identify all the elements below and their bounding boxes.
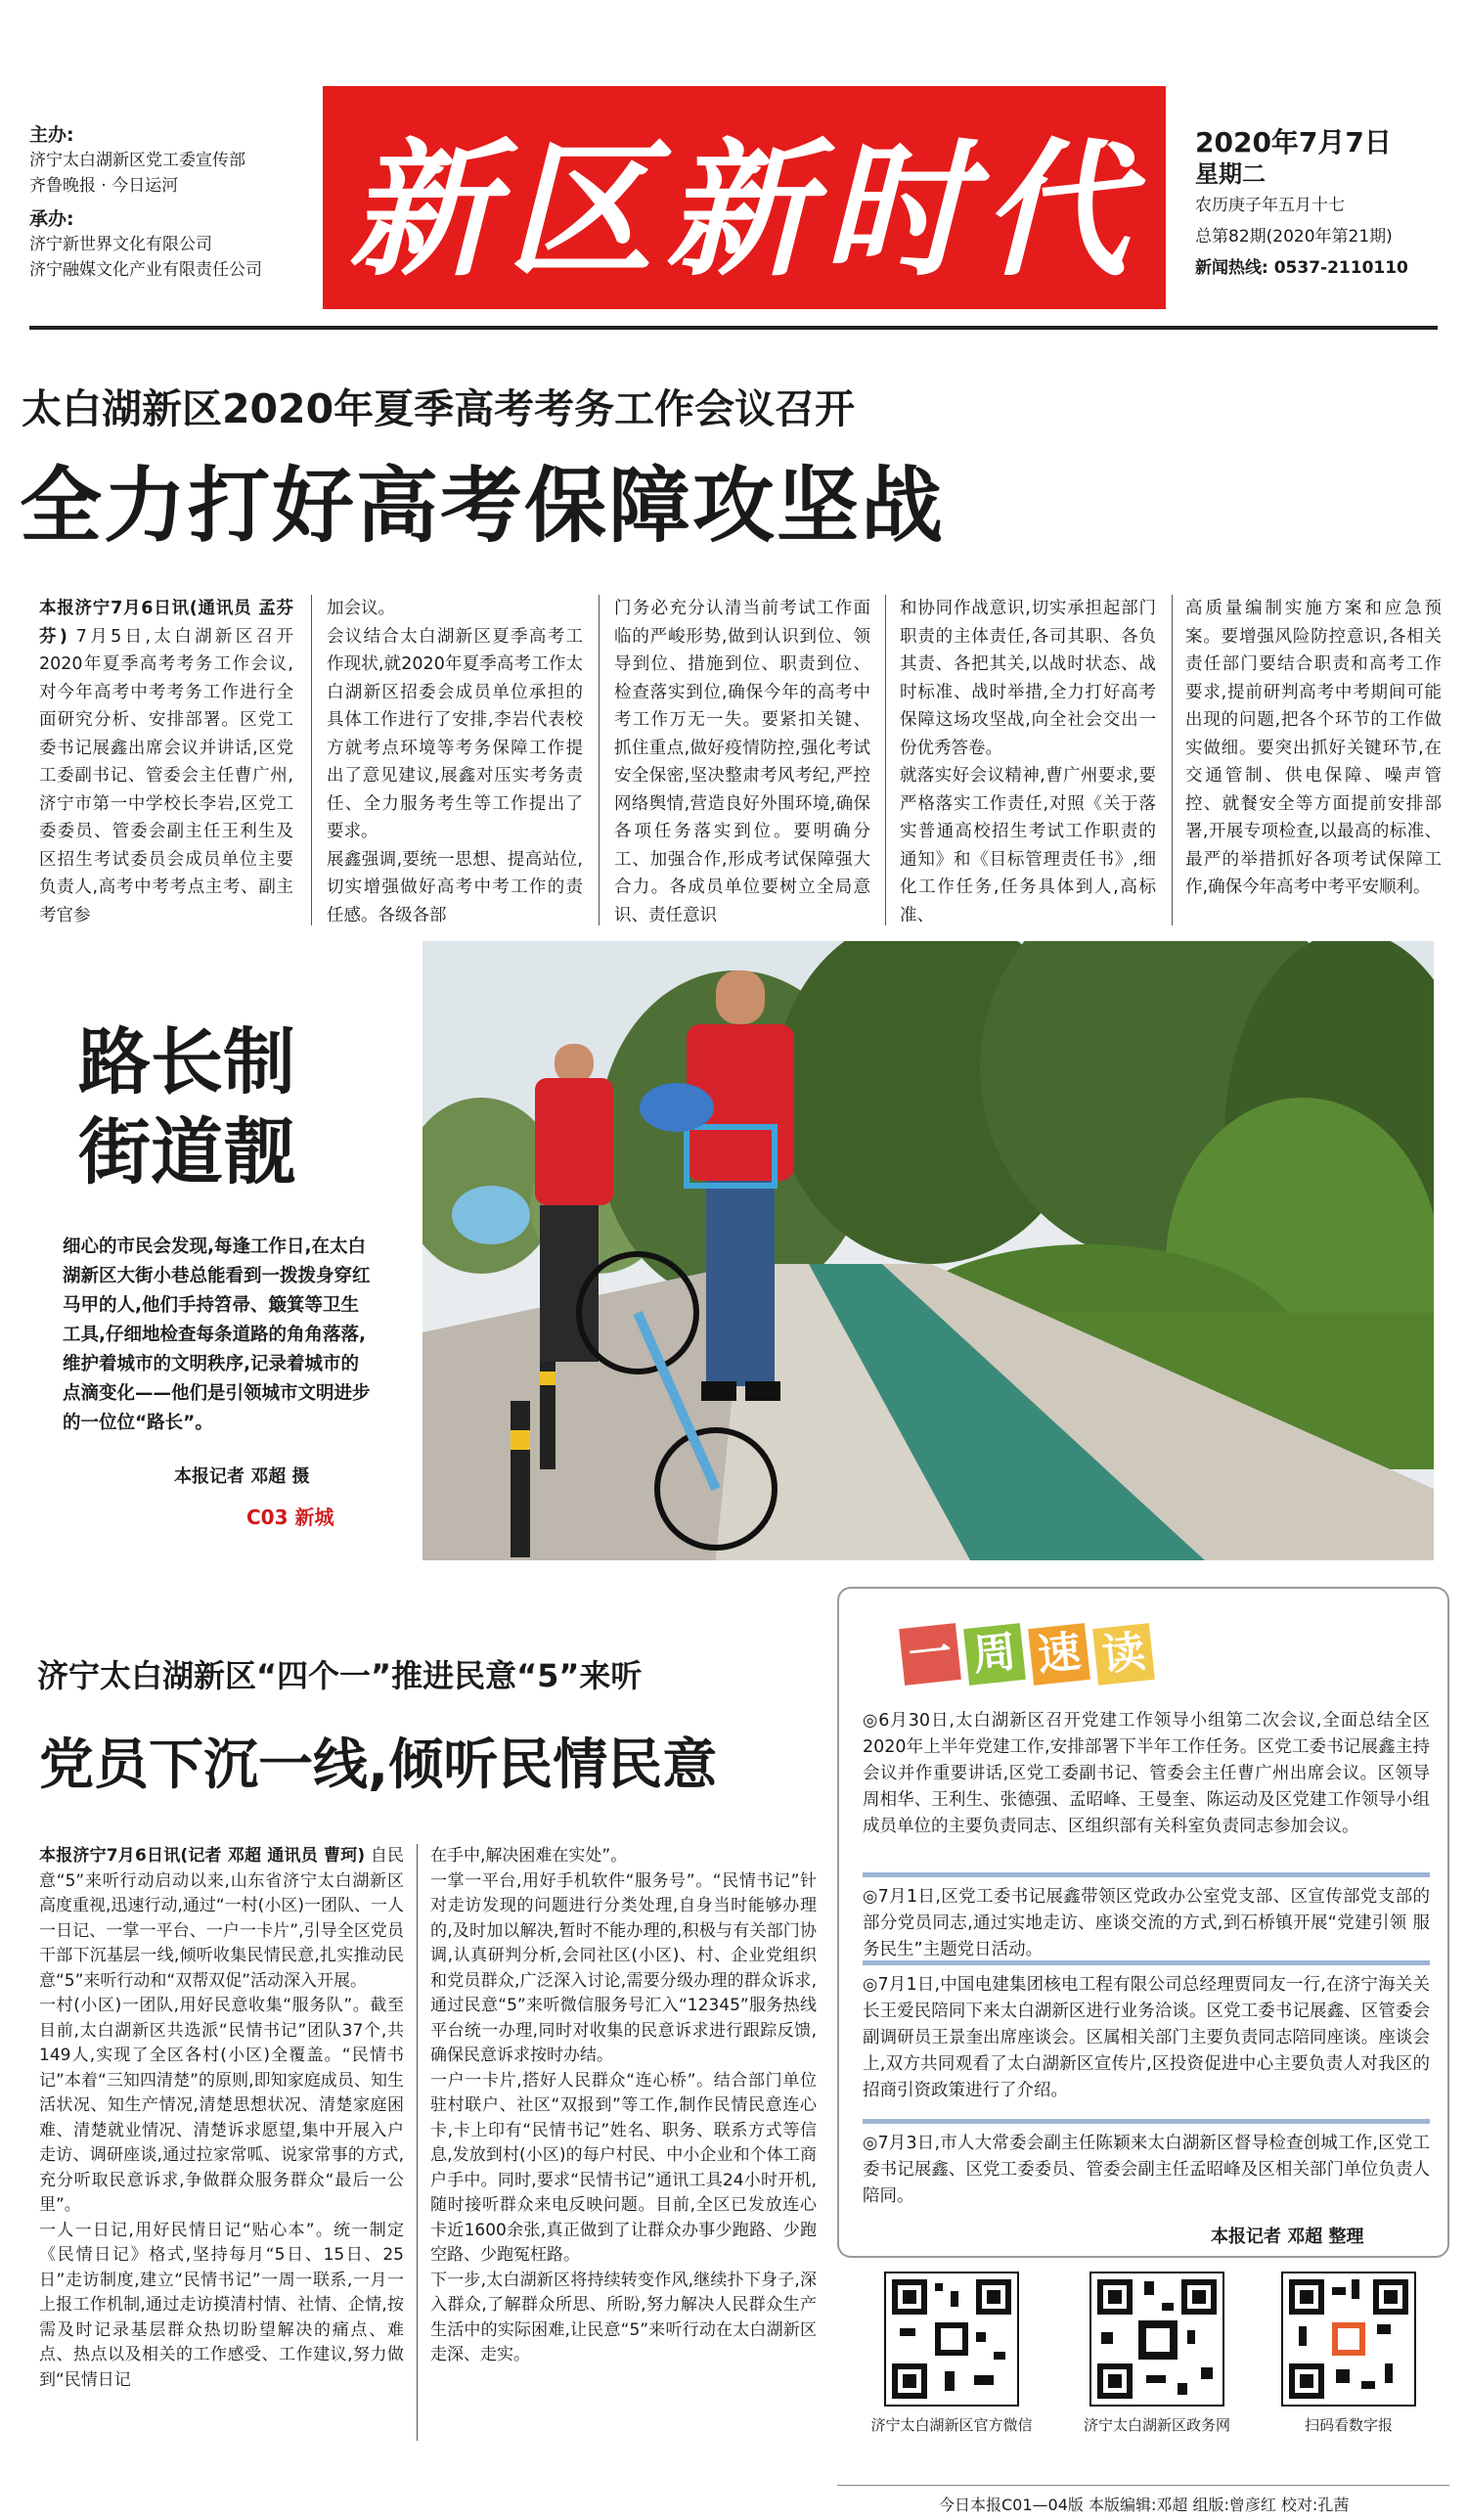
weekly-title-char: 读 — [1092, 1623, 1155, 1686]
qr-code-digital[interactable] — [1281, 2272, 1416, 2407]
weekly-item: ◎6月30日,太白湖新区召开党建工作领导小组第二次会议,全面总结全区2020年上半年党建工作,安排部署下半年工作任务。区党工委书记展鑫主持会议并作重要讲话,区党工委副书记、管委会主任曹广州出席会议。区领导周相华、王利生、张德强、孟昭峰、王曼奎、陈运动及区党建工作领导小组成员单位的主要负责同志、区组织部有关科室负责同志参加会议。 — [863, 1711, 1430, 1836]
story1-col1-text: 7月5日,太白湖新区召开2020年夏季高考考务工作会议,对今年高考中考考务工作进行全面研究分析、安排部署。区党工委书记展鑫出席会议并讲话,区党工委副书记、管委会主任曹广州,济宁市第一中学校长李岩,区党工委委员、管委会副主任王利生及区招生考试委员会成员单位主要负责人,高考中考考点主考、副主考官参 — [39, 626, 293, 925]
qr-block — [1064, 2272, 1250, 2435]
story3-col1-text: 自民意“5”来听行动启动以来,山东省济宁太白湖新区高度重视,迅速行动,通过“一村(小区)一团队、一人一日记、一掌一平台、一户一卡片”,引导全区党员干部下沉基层一线,倾听收集民情民意,扎实推动民意“5”来听行动和“双帮双促”活动深入开展。 一村(小区)一团队,用好民意收集“服务队”。截至目前,太白湖新区共选派“民情书记”团队37个,共149人,实现了全区各村(小区)全覆盖。“民情书记”本着“三知四清楚”的原则,即知家庭成员、知生活状况、知生产情况,清楚思想状况、清楚家庭困难、清楚就业情况、清楚诉求愿望,集中开展入户走访、调研座谈,通过拉家常呱、说家常事的方式,充分听取民意诉求,争做群众服务群众“最后一公里”。 一人一日记,用好民情日记“贴心本”。统一制定《民情日记》格式,坚持每月“5日、15日、25日”走访制度,建立“民情书记”一周一联系,一月一上报工作机制,通过走访摸清村情、社情、企情,按需及时记录基层群众热切盼望解决的痛点、难点、热点以及相关的工作感受、工作建议,努力做到“民情日记 — [39, 1846, 404, 2390]
story2-photo-credit: 本报记者 邓超 摄 — [174, 1466, 310, 1487]
photo-illustration — [422, 941, 1434, 1560]
story1-column — [39, 595, 293, 927]
footer-rule — [837, 2485, 1449, 2486]
column-divider — [311, 595, 312, 925]
issue-weekday: 星期二 — [1195, 160, 1266, 188]
story2-headline — [78, 1017, 295, 1197]
story3-col2-text: 在手中,解决困难在实处”。 一掌一平台,用好手机软件“服务号”。“民情书记”针对走访发现的问题进行分类处理,自身当时能够办理的,及时加以解决,暂时不能办理的,积极与有关部门协调,认真研判分析,会同社区(小区)、村、企业党组织和党员群众,广泛深入讨论,需要分级办理的群众诉求,通过民意“5”来听微信服务号汇入“12345”服务热线平台统一办理,同时对收集的民意诉求进行跟踪反馈,确保民意诉求按时办结。 一户一卡片,搭好人民群众“连心桥”。结合部门单位驻村联户、社区“双报到”等工作,制作民情民意连心卡,卡上印有“民情书记”姓名、职务、联系方式等信息,发放到村(小区)的每户村民、中小企业和个体工商户手中。同时,要求“民情书记”通讯工具24小时开机,随时接听群众来电反映问题。目前,全区已发放连心卡近1600余张,真正做到了让群众办事少跑路、少跑空路、少跑冤枉路。 下一步,太白湖新区将持续转变作风,继续扑下身子,深入群众,了解群众所思、所盼,努力解决人民群众生产生活中的实际困难,让民意“5”来听行动在太白湖新区走深、走实。 — [430, 1846, 817, 2364]
masthead-logo — [323, 86, 1166, 309]
story2-body: 细心的市民会发现,每逢工作日,在太白湖新区大街小巷总能看到一拨拨身穿红马甲的人,他们手持笤帚、簸箕等卫生工具,仔细地检查每条道路的角角落落,维护着城市的文明秩序,记录着城市的点滴变化——他们是引领城市文明进步的一位位“路长”。 — [63, 1237, 371, 1433]
qr-icon — [1283, 2273, 1414, 2405]
weekly-digest-box — [837, 1587, 1449, 2258]
weekly-title-char: 速 — [1028, 1623, 1090, 1686]
story3-column — [39, 1844, 404, 2443]
page-footer: 今日本报C01—04版 本版编辑:邓超 组版:曾彦红 校对:孔茜 — [939, 2496, 1350, 2514]
news-hotline: 新闻热线: 0537-2110110 — [1195, 258, 1408, 278]
story1-col2-text: 加会议。 会议结合太白湖新区夏季高考工作现状,就2020年夏季高考工作太白湖新区招委会成员单位承担的具体工作进行了安排,李岩代表校方就考点环境等考务保障工作提出了意见建议,展鑫对压实考务责任、全力服务考生等工作提出了要求。 展鑫强调,要统一思想、提高站位,切实增强做好高考中考工作的责任感。各级各部 — [327, 599, 583, 925]
sponsor-line: 济宁太白湖新区党工委宣传部 — [29, 151, 245, 170]
qr-block — [859, 2272, 1045, 2435]
story2-headline-line: 街道靓 — [78, 1110, 295, 1194]
weekly-digest-title — [902, 1606, 1162, 1685]
qr-icon — [1091, 2273, 1222, 2405]
column-divider — [1172, 595, 1173, 925]
qr-code-wechat[interactable] — [884, 2272, 1019, 2407]
story1-col3-text: 门务必充分认清当前考试工作面临的严峻形势,做到认识到位、领导到位、措施到位、职责到位、检查落实到位,确保今年的高考中考工作万无一失。要紧扣关键、抓住重点,做好疫情防控,强化考试安全保密,坚决整肃考风考纪,严控网络舆情,营造良好外围环境,确保各项任务落实到位。要明确分工、加强合作,形成考试保障强大合力。各成员单位要树立全局意识、责任意识 — [614, 599, 870, 925]
story2-headline-line: 路长制 — [78, 1020, 295, 1104]
weekly-item: ◎7月1日,区党工委书记展鑫带领区党政办公室党支部、区宣传部党支部的部分党员同志,通过实地走访、座谈交流的方式,到石桥镇开展“党建引领 服务民生”主题党日活动。 — [863, 1887, 1430, 1959]
issue-date: 2020年7月7日 — [1195, 126, 1392, 158]
story1-headline: 全力打好高考保障攻坚战 — [20, 458, 946, 554]
header-rule — [29, 326, 1438, 330]
story1-col4-text: 和协同作战意识,切实承担起部门职责的主体责任,各司其职、各负其责、各把其关,以战时状态、战时标准、战时举措,全力打好高考保障这场攻坚战,向全社会交出一份优秀答卷。 就落实好会议精神,曹广州要求,要严格落实工作责任,对照《关于落实普通高校招生考试工作职责的通知》和《目标管理责任书》,细化工作任务,任务具体到人,高标准、 — [900, 599, 1156, 925]
sponsor-line: 齐鲁晚报 · 今日运河 — [29, 176, 179, 196]
story3-headline: 党员下沉一线,倾听民情民意 — [39, 1733, 718, 1797]
weekly-title-char: 周 — [963, 1623, 1026, 1686]
qr-block — [1256, 2272, 1442, 2435]
qr-icon — [886, 2273, 1017, 2405]
qr-caption: 扫码看数字报 — [1304, 2416, 1393, 2434]
column-divider — [885, 595, 886, 925]
organizer-line: 济宁新世界文化有限公司 — [29, 235, 212, 254]
sponsor-label: 主办: — [29, 124, 74, 146]
weekly-credit: 本报记者 邓超 整理 — [1211, 2227, 1364, 2247]
weekly-divider — [863, 2119, 1430, 2124]
story1-col5-text: 高质量编制实施方案和应急预案。要增强风险防控意识,各相关责任部门要结合职责和高考工作要求,提前研判高考中考期间可能出现的问题,把各个环节的工作做实做细。要突出抓好关键环节,在交通管制、供电保障、噪声管控、就餐安全等方面提前安排部署,开展专项检查,以最高的标准、最严的举措抓好各项考试保障工作,确保今年高考中考平安顺利。 — [1185, 599, 1442, 897]
masthead-title: 新区新时代 — [347, 124, 1140, 296]
weekly-item: ◎7月3日,市人大常委会副主任陈颖来太白湖新区督导检查创城工作,区党工委书记展鑫、区党工委委员、管委会副主任孟昭峰及区相关部门单位负责人陪同。 — [863, 2134, 1430, 2206]
story3-byline: 本报济宁7月6日讯(记者 邓超 通讯员 曹珂) — [39, 1846, 366, 1866]
lunar-date: 农历庚子年五月十七 — [1195, 196, 1345, 215]
organizer-label: 承办: — [29, 208, 74, 230]
weekly-divider — [863, 1960, 1430, 1965]
qr-code-gov[interactable] — [1089, 2272, 1224, 2407]
story2-page-ref: C03 新城 — [246, 1506, 334, 1529]
qr-caption: 济宁太白湖新区官方微信 — [870, 2416, 1033, 2434]
story1-byline: 本报济宁7月6日讯(通讯员 孟芬芬) — [39, 599, 293, 647]
weekly-title-char: 一 — [899, 1623, 961, 1686]
street-volunteers-photo — [422, 941, 1434, 1560]
column-divider — [417, 1844, 418, 2441]
weekly-item: ◎7月1日,中国电建集团核电工程有限公司总经理贾同友一行,在济宁海关关长王爱民陪同下来太白湖新区进行业务洽谈。区党工委书记展鑫、区管委会副调研员王景奎出席座谈会。区属相关部门主要负责同志陪同座谈。座谈会上,双方共同观看了太白湖新区宣传片,区投资促进中心主要负责人对我区的招商引资政策进行了介绍。 — [863, 1975, 1430, 2100]
story3-kicker: 济宁太白湖新区“四个一”推进民意“5”来听 — [37, 1657, 643, 1694]
column-divider — [599, 595, 600, 925]
issue-number: 总第82期(2020年第21期) — [1195, 227, 1393, 247]
masthead-dateline — [1195, 127, 1449, 284]
masthead-sponsors — [29, 122, 323, 283]
story1-kicker: 太白湖新区2020年夏季高考考务工作会议召开 — [22, 385, 856, 432]
organizer-line: 济宁融媒文化产业有限责任公司 — [29, 260, 262, 280]
weekly-divider — [863, 1872, 1430, 1877]
qr-caption: 济宁太白湖新区政务网 — [1083, 2416, 1230, 2434]
